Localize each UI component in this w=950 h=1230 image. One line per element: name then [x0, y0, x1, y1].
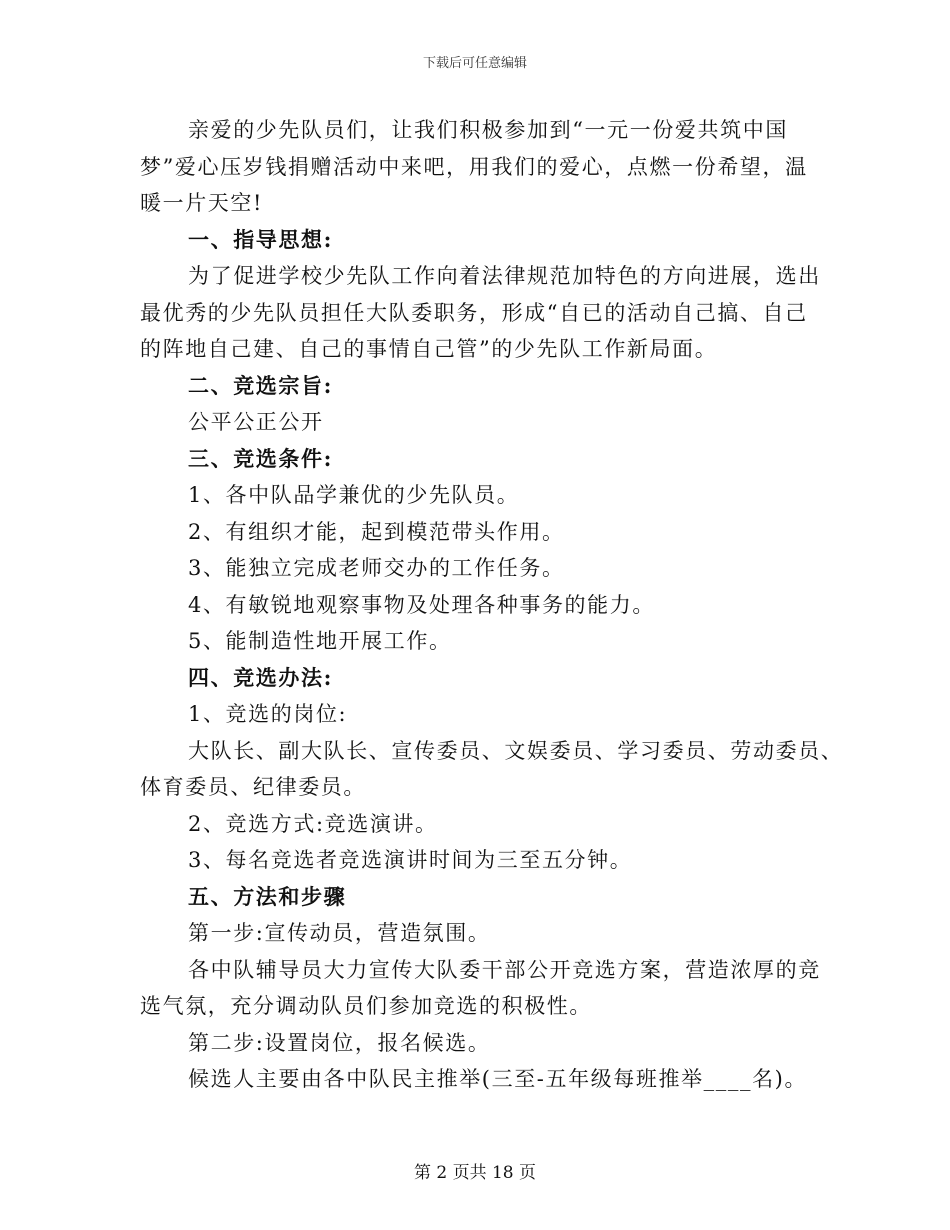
text-line: 5、能制造性地开展工作。 — [188, 629, 452, 653]
text-line: 第一步:宣传动员，营造氛围。 — [188, 921, 491, 945]
text-line: 1、各中队品学兼优的少先队员。 — [188, 483, 520, 507]
text-line: 亲爱的少先队员们，让我们积极参加到“一元一份爱共筑中国 — [188, 118, 788, 142]
text-line: 选气氛，充分调动队员们参加竞选的积极性。 — [140, 994, 592, 1018]
section-heading: 一、指导思想: — [188, 226, 333, 252]
page-header: 下载后可任意编辑 — [422, 56, 527, 71]
text-line: 候选人主要由各中队民主推举(三至-五年级每班推举____名)。 — [188, 1067, 808, 1091]
section-heading: 五、方法和步骤 — [188, 883, 347, 909]
document-body — [140, 112, 844, 1098]
section-heading: 三、竞选条件: — [188, 445, 333, 471]
text-line: 体育委员、纪律委员。 — [140, 775, 366, 799]
text-line: 1、竞选的岗位: — [188, 702, 348, 726]
text-line: 梦”爱心压岁钱捐赠活动中来吧，用我们的爱心，点燃一份希望，温 — [140, 154, 808, 179]
section-heading: 二、竞选宗旨: — [188, 372, 333, 398]
text-line: 3、每名竞选者竞选演讲时间为三至五分钟。 — [188, 848, 633, 872]
text-line: 2、有组织才能，起到模范带头作用。 — [188, 519, 565, 544]
text-line: 最优秀的少先队员担任大队委职务，形成“自已的活动自己搞、自己 — [140, 300, 808, 325]
text-line: 2、竞选方式:竞选演讲。 — [188, 811, 438, 836]
text-line: 暖一片天空! — [140, 191, 264, 215]
text-line: 3、能独立完成老师交办的工作任务。 — [188, 556, 565, 580]
text-line: 的阵地自己建、自己的事情自己管”的少先队工作新局面。 — [140, 337, 718, 361]
text-line: 为了促进学校少先队工作向着法律规范加特色的方向进展，选出 — [188, 264, 821, 288]
text-line: 4、有敏锐地观察事物及处理各种事务的能力。 — [188, 592, 655, 617]
text-line: 第二步:设置岗位，报名候选。 — [188, 1030, 491, 1055]
section-heading: 四、竞选办法: — [188, 664, 333, 690]
page-footer: 第 2 页共 18 页 — [413, 1163, 537, 1183]
text-line: 大队长、副大队长、宣传委员、文娱委员、学习委员、劳动委员、 — [188, 738, 844, 763]
text-line: 各中队辅导员大力宣传大队委干部公开竞选方案，营造浓厚的竞 — [188, 957, 821, 982]
text-line: 公平公正公开 — [188, 410, 324, 434]
